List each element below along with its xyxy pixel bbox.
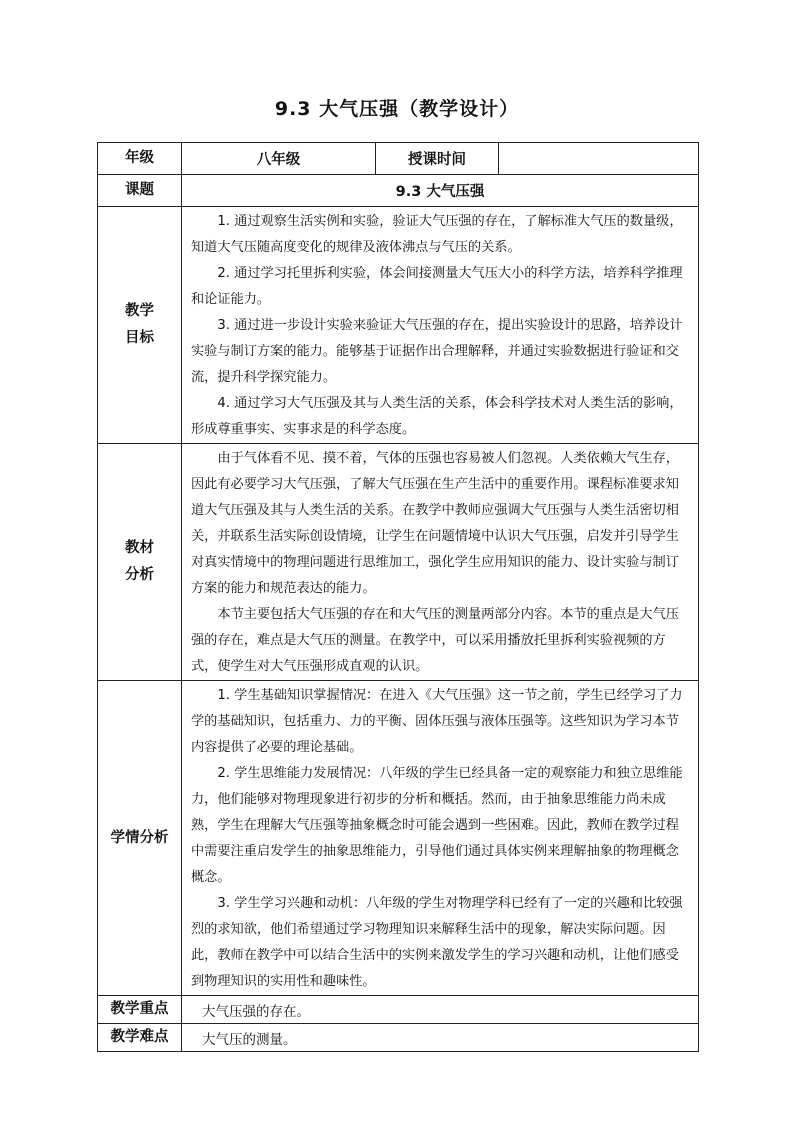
objective-item: 4. 通过学习大气压强及其与人类生活的关系，体会科学技术对人类生活的影响，形成尊重事实、实事求是的科学态度。 — [191, 396, 683, 437]
material-label-line1: 教材 — [125, 540, 154, 556]
topic-value: 9.3 大气压强 — [182, 175, 699, 207]
student-analysis-item: 1. 学生基础知识掌握情况：在进入《大气压强》这一节之前，学生已经学习了力学的基础知识，包括重力、力的平衡、固体压强与液体压强等。这些知识为学习本节内容提供了必要的理论基础。 — [191, 688, 683, 755]
student-analysis-label: 学情分析 — [98, 681, 182, 996]
objectives-label-line2: 目标 — [125, 330, 154, 346]
teaching-time-label: 授课时间 — [376, 143, 499, 175]
key-point-value: 大气压强的存在。 — [182, 996, 699, 1024]
teaching-time-value — [499, 143, 699, 175]
difficulty-value: 大气压的测量。 — [182, 1024, 699, 1052]
material-label-line2: 分析 — [125, 567, 154, 583]
material-paragraph: 本节主要包括大气压强的存在和大气压的测量两部分内容。本节的重点是大气压强的存在，难点是大气压的测量。在教学中，可以采用播放托里拆利实验视频的方式，使学生对大气压强形成直观的认识。 — [191, 607, 679, 674]
material-analysis-row — [98, 444, 699, 681]
student-analysis-item: 3. 学生学习兴趣和动机：八年级的学生对物理学科已经有了一定的兴趣和比较强烈的求知欲，他们希望通过学习物理知识来解释生活中的现象，解决实际问题。因此，教师在教学中可以结合生活中的实例来激发学生的学习兴趣和动机，让他们感受到物理知识的实用性和趣味性。 — [191, 896, 683, 989]
material-analysis-label — [98, 444, 182, 681]
objective-item: 2. 通过学习托里拆利实验，体会间接测量大气压大小的科学方法，培养科学推理和论证能力。 — [191, 266, 683, 307]
objectives-content — [182, 207, 699, 444]
objective-item: 1. 通过观察生活实例和实验，验证大气压强的存在，了解标准大气压的数量级，知道大气压随高度变化的规律及液体沸点与气压的关系。 — [191, 214, 683, 255]
grade-value: 八年级 — [182, 143, 376, 175]
objective-item: 3. 通过进一步设计实验来验证大气压强的存在，提出实验设计的思路，培养设计实验与制订方案的能力。能够基于证据作出合理解释，并通过实验数据进行验证和交流，提升科学探究能力。 — [191, 318, 683, 385]
document-title: 9.3 大气压强（教学设计） — [274, 98, 520, 120]
difficulty-label: 教学难点 — [98, 1024, 182, 1052]
student-analysis-content — [182, 681, 699, 996]
objectives-row — [98, 207, 699, 444]
key-point-label: 教学重点 — [98, 996, 182, 1024]
topic-row — [98, 175, 699, 207]
material-paragraph: 由于气体看不见、摸不着，气体的压强也容易被人们忽视。人类依赖大气生存，因此有必要学习大气压强，了解大气压强在生产生活中的重要作用。课程标准要求知道大气压强及其与人类生活的关系。在教学中教师应强调大气压强与人类生活密切相关，并联系生活实际创设情境，让学生在问题情境中认识大气压强，启发并引导学生对真实情境中的物理问题进行思维加工，强化学生应用知识的能力、设计实验与制订方案的能力和规范表达的能力。 — [191, 451, 679, 596]
student-analysis-item: 2. 学生思维能力发展情况：八年级的学生已经具备一定的观察能力和独立思维能力，他们能够对物理现象进行初步的分析和概括。然而，由于抽象思维能力尚未成熟，学生在理解大气压强等抽象概念时可能会遇到一些困难。因此，教师在教学过程中需要注重启发学生的抽象思维能力，引导他们通过具体实例来理解抽象的物理概念概念。 — [191, 766, 683, 885]
material-analysis-content — [182, 444, 699, 681]
grade-label: 年级 — [98, 143, 182, 175]
key-point-row — [98, 996, 699, 1024]
objectives-label — [98, 207, 182, 444]
difficulty-row — [98, 1024, 699, 1052]
objectives-label-line1: 教学 — [125, 303, 154, 319]
lesson-plan-table — [97, 142, 699, 1052]
topic-label: 课题 — [98, 175, 182, 207]
student-analysis-row — [98, 681, 699, 996]
header-row — [98, 143, 699, 175]
